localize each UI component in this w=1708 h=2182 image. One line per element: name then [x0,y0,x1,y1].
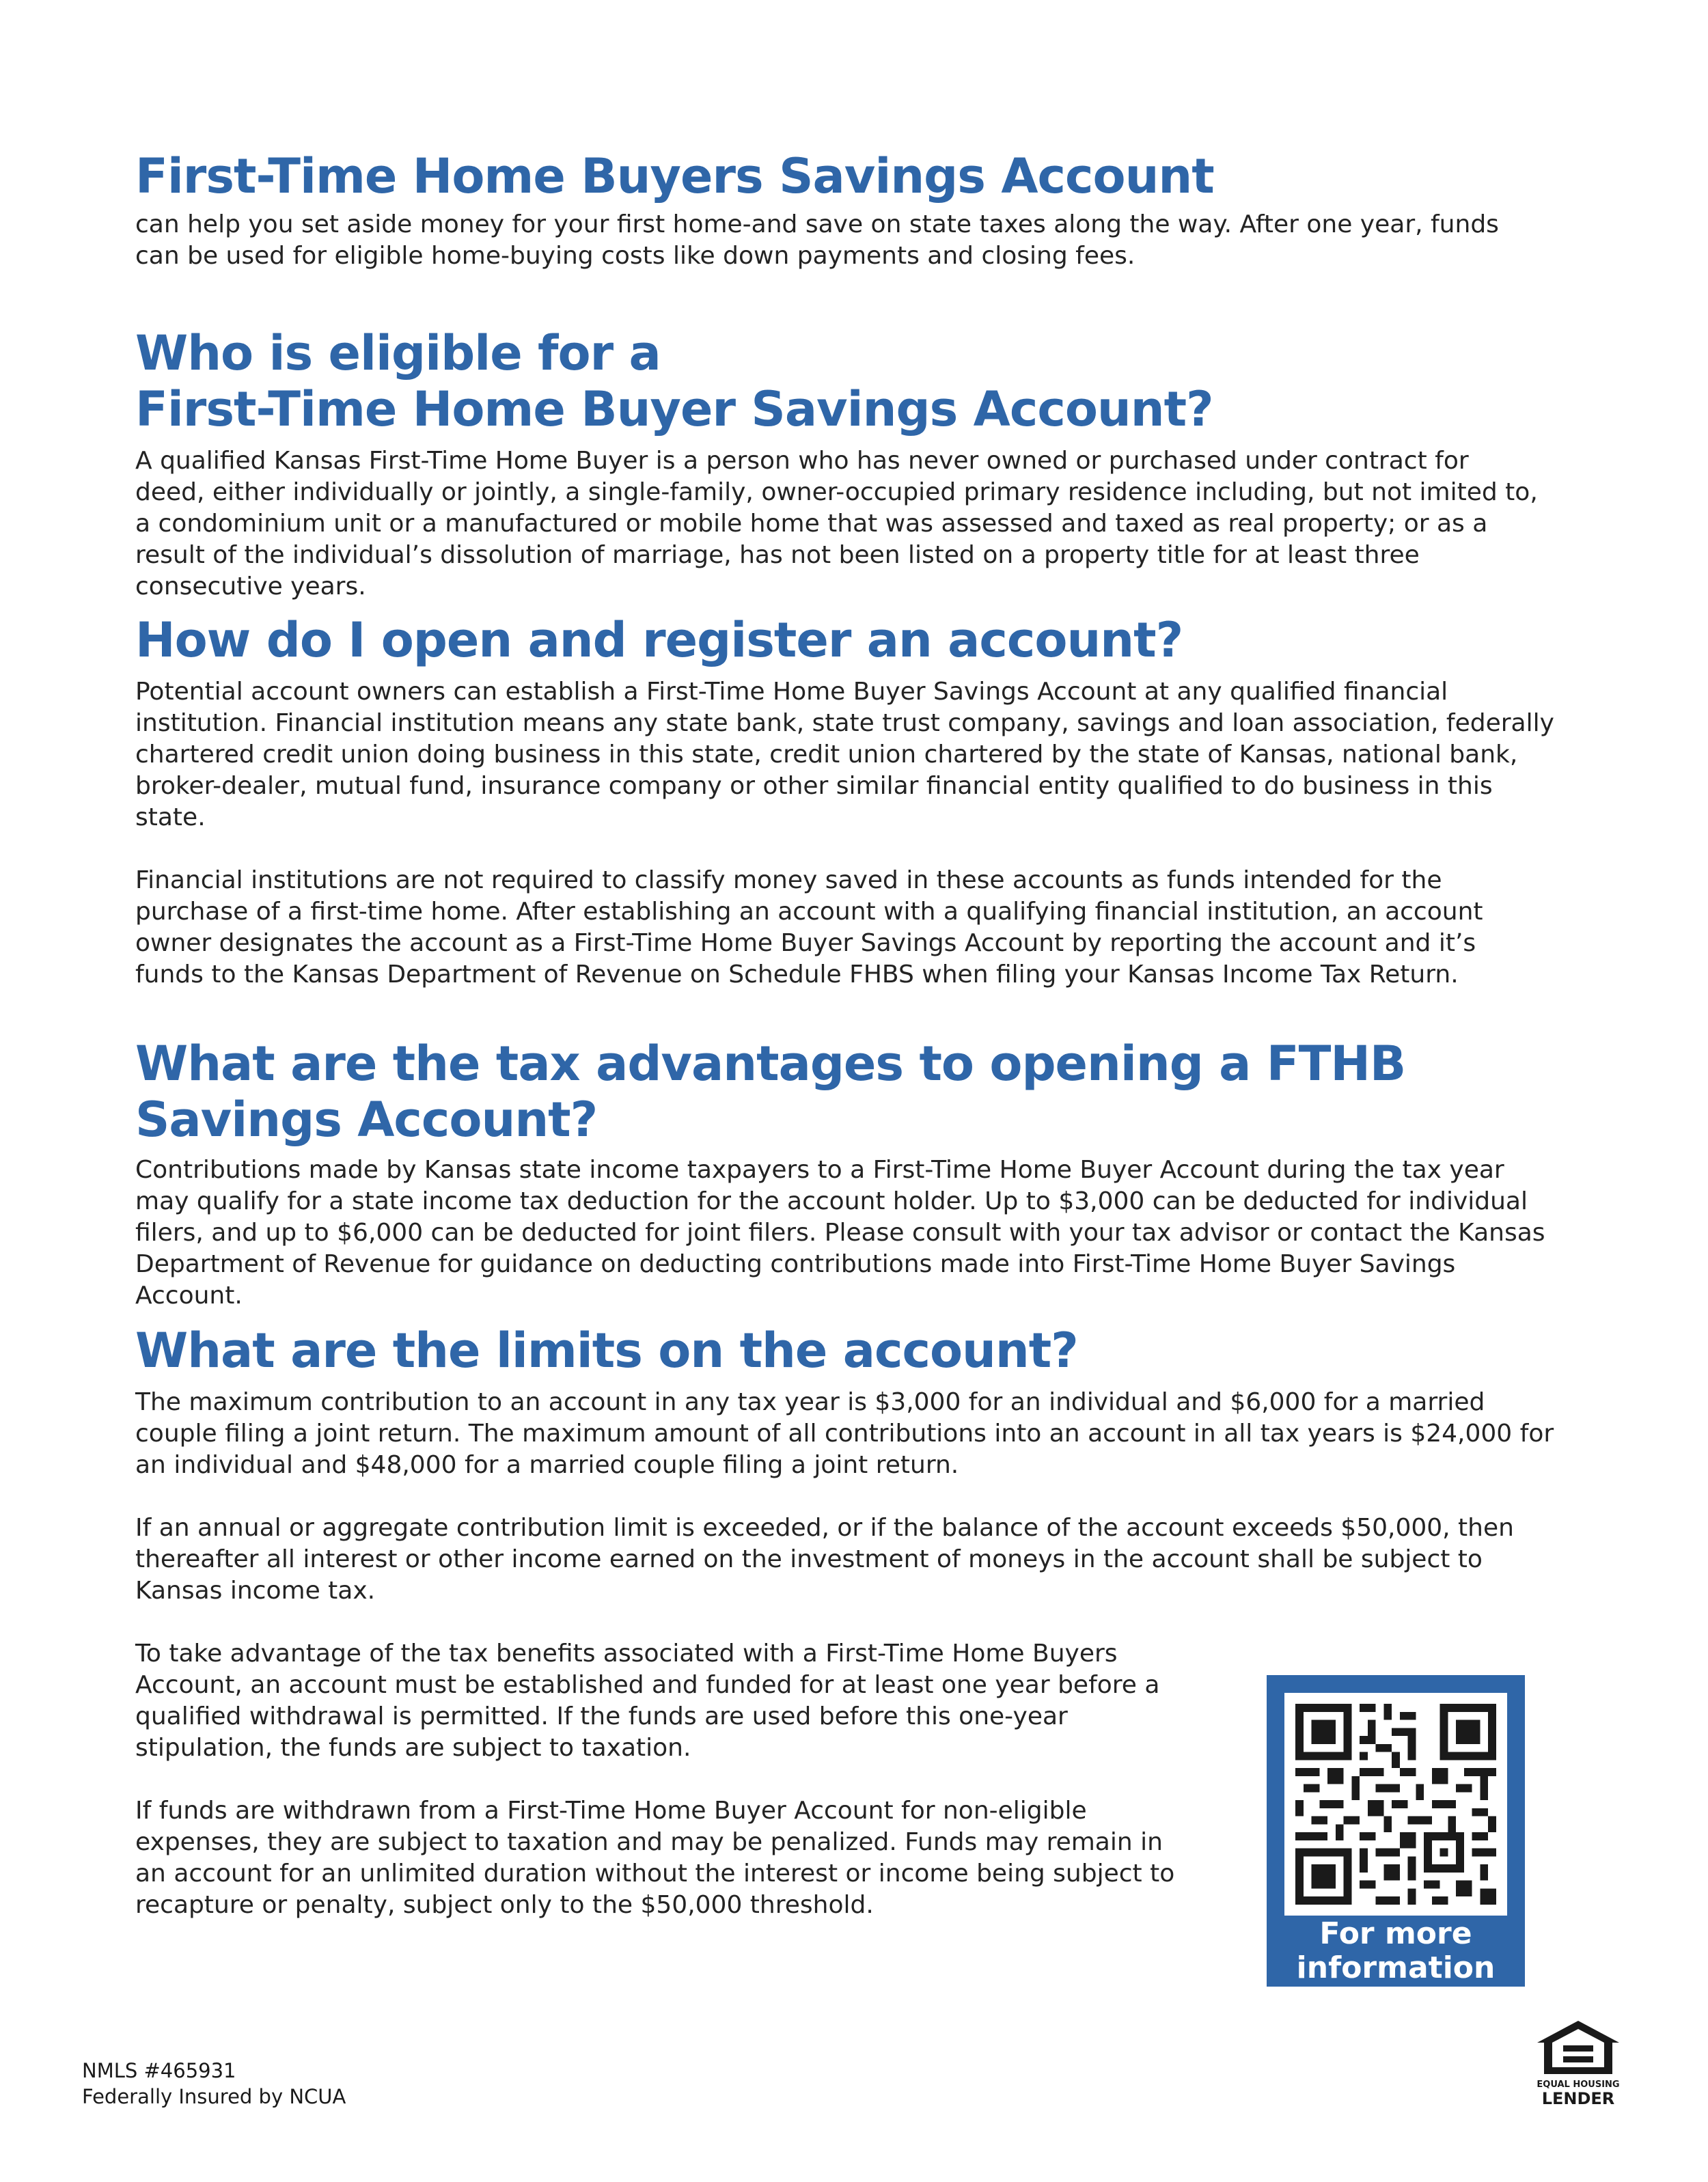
nmls-number: NMLS #465931 [82,2059,236,2082]
tax-advantages-heading-line2: Savings Account? [135,1092,598,1148]
tax-advantages-text: Contributions made by Kansas state income taxpayers to a First-Time Home Buyer Account during the tax year may qualify for a state income tax deduction for the account holder. Up to $3,000 can be deducted for individual filers, and up to $6,000 can be deducted for joint filers. Please consult with your tax advisor or contact the Kansas Department of Revenue for guidance on deducting contributions made into First-Time Home Buyer Savings Account. [135,1156,1545,1310]
eligibility-heading [135,325,1556,437]
footer-disclosures [82,2058,346,2110]
open-account-heading: How do I open and register an account? [135,612,1183,668]
eligibility-heading-line1: Who is eligible for a [135,325,661,381]
equal-housing-logo [1536,2019,1621,2111]
equal-housing-icon [1536,2019,1621,2075]
limits-text-3: To take advantage of the tax benefits associated with a First-Time Home Buyers Account, an account must be established and funded for at least one year before a qualified withdrawal is permitted. If the funds are used before this one-year stipulation, the funds are subject to taxation. [135,1640,1160,1762]
equal-housing-line1: EQUAL HOUSING [1537,2080,1620,2090]
tax-advantages-heading-line1: What are the tax advantages to opening a FTHB [135,1036,1406,1092]
document-body [135,143,1556,1921]
open-account-section [135,612,1556,991]
intro-text: can help you set aside money for your first home-and save on state taxes along the way. After one year, funds can be used for eligible home-buying costs like down payments and closing fees. [135,210,1499,270]
limits-text-1: The maximum contribution to an account in any tax year is $3,000 for an individual and $6,000 for a married couple filing a joint return. The maximum amount of all contributions into an account in all tax years is $24,000 for an individual and $48,000 for a married couple filing a joint return. [135,1388,1554,1479]
ncua-notice: Federally Insured by NCUA [82,2085,346,2108]
page-title: First-Time Home Buyers Savings Account [135,148,1214,204]
limits-text-2: If an annual or aggregate contribution limit is exceeded, or if the balance of the account exceeds $50,000, then thereafter all interest or other income earned on the investment of moneys in the account shall be subject to Kansas income tax. [135,1514,1514,1605]
open-account-text-2: Financial institutions are not required to classify money saved in these accounts as funds intended for the purchase of a first-time home. After establishing an account with a qualifying financial institution, an account owner designates the account as a First-Time Home Buyer Savings Account by reporting the account and it’s funds to the Kansas Department of Revenue on Schedule FHBS when filing your Kansas Income Tax Return. [135,866,1483,989]
qr-caption[interactable] [1267,1917,1525,1985]
limits-heading: What are the limits on the account? [135,1323,1078,1379]
qr-caption-line1: For more [1319,1916,1472,1951]
eligibility-text: A qualified Kansas First-Time Home Buyer is a person who has never owned or purchased under contract for deed, either individually or jointly, a single-family, owner-occupied primary residence including, but not imited to, a condominium unit or a manufactured or mobile home that was assessed and taxed as real property; or as a result of the individual’s dissolution of marriage, has not been listed on a property title for at least three consecutive years. [135,447,1538,600]
tax-advantages-section [135,1036,1556,1312]
qr-code-frame [1284,1693,1507,1916]
tax-advantages-heading [135,1036,1556,1148]
qr-caption-line2: information [1296,1950,1496,1985]
qr-code-panel[interactable] [1267,1675,1525,1987]
eligibility-heading-line2: First-Time Home Buyer Savings Account? [135,381,1213,437]
qr-code-icon[interactable] [1295,1704,1496,1905]
open-account-text-1: Potential account owners can establish a First-Time Home Buyer Savings Account at any qualified financial institution. Financial institution means any state bank, state trust company, savings and loan association, federally chartered credit union doing business in this state, credit union chartered by the state of Kansas, national bank, broker-dealer, mutual fund, insurance company or other similar financial entity qualified to do business in this state. [135,678,1554,831]
eligibility-section [135,325,1556,603]
equal-housing-line2: LENDER [1541,2089,1615,2108]
limits-text-4: If funds are withdrawn from a First-Time Home Buyer Account for non-eligible expenses, they are subject to taxation and may be penalized. Funds may remain in an account for an unlimited duration without the interest or income being subject to recapture or penalty, subject only to the $50,000 threshold. [135,1797,1175,1919]
intro-section [135,143,1556,272]
